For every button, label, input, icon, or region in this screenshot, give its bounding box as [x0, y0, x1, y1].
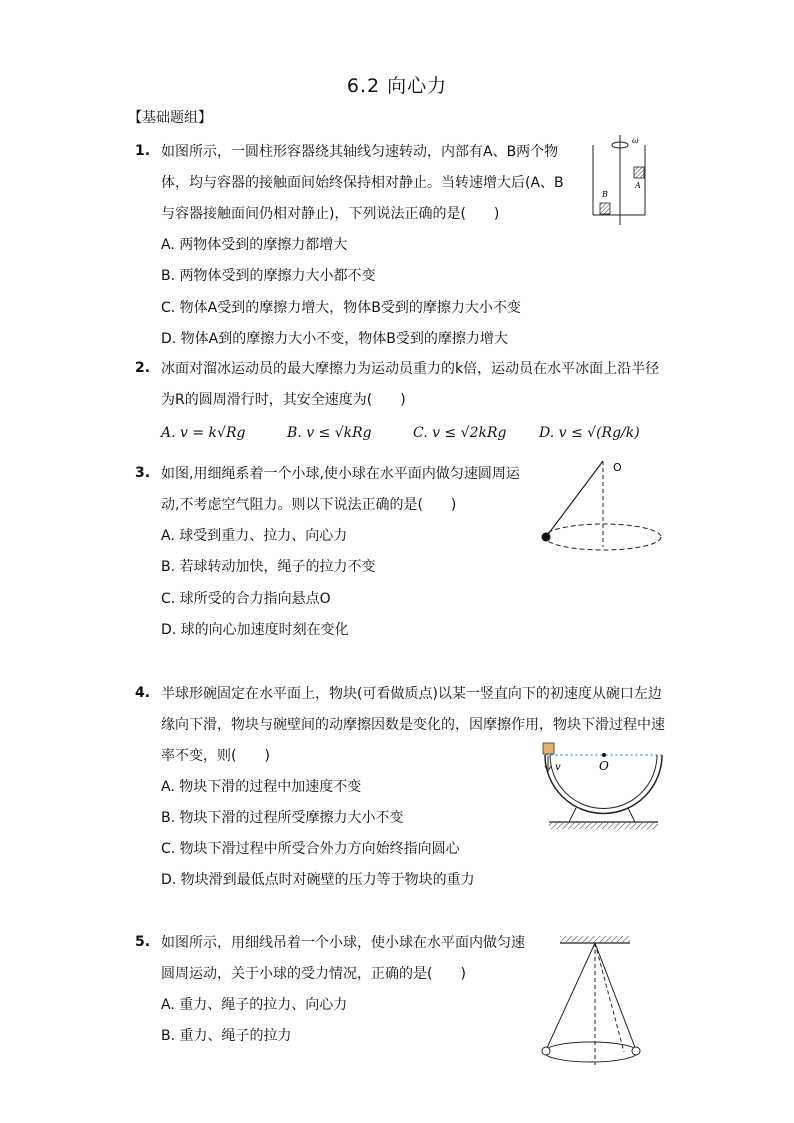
option-b: B. 若球转动加快，绳子的拉力不变 — [161, 559, 376, 575]
question-number: 3. — [135, 465, 151, 481]
option-a: A. v = k√Rg — [161, 425, 246, 441]
question-text-line: 如图所示，用细线吊着一个小球，使小球在水平面内做匀速 — [161, 935, 525, 951]
label-omega: ω — [632, 136, 639, 145]
question-text-line: 为R的圆周滑行时，其安全速度为( ) — [161, 392, 406, 408]
option-a: A. 重力、绳子的拉力、向心力 — [161, 997, 348, 1013]
question-number: 1. — [135, 143, 151, 159]
question-number: 5. — [135, 934, 151, 950]
option-c: C. 物块下滑过程中所受合外力方向始终指向圆心 — [161, 841, 460, 857]
question-text-line: 与容器接触面间仍相对静止)，下列说法正确的是( ) — [161, 206, 500, 222]
section-heading: 【基础题组】 — [128, 110, 212, 126]
question-text-line: 率不变，则( ) — [161, 748, 270, 764]
label-v: v — [555, 762, 561, 773]
option-b: B. v ≤ √kRg — [287, 425, 372, 441]
question-text-line: 半球形碗固定在水平面上，物块(可看做质点)以某一竖直向下的初速度从碗口左边 — [161, 686, 662, 702]
question-text-line: 冰面对溜冰运动员的最大摩擦力为运动员重力的k倍，运动员在水平冰面上沿半径 — [161, 361, 660, 377]
label-o: O — [599, 759, 609, 773]
option-d: D. 物块滑到最低点时对碗壁的压力等于物块的重力 — [161, 872, 475, 888]
option-b: B. 物块下滑的过程所受摩擦力大小不变 — [161, 810, 404, 826]
label-a: A — [635, 181, 641, 190]
question-text-line: 动,不考虑空气阻力。则以下说法正确的是( ) — [161, 497, 457, 513]
question-number: 2. — [135, 360, 151, 376]
hemispherical-bowl-figure — [540, 738, 670, 838]
conical-pendulum-figure — [535, 455, 675, 555]
question-text-line: 缘向下滑，物块与碗壁间的动摩擦因数是变化的，因摩擦作用，物块下滑过程中速 — [161, 717, 665, 733]
option-d: D. 物体A到的摩擦力大小不变，物体B受到的摩擦力增大 — [161, 331, 508, 347]
option-a: A. 两物体受到的摩擦力都增大 — [161, 237, 348, 253]
question-text-line: 如图所示，一圆柱形容器绕其轴线匀速转动，内部有A、B两个物 — [161, 144, 559, 160]
option-a: A. 球受到重力、拉力、向心力 — [161, 528, 348, 544]
rotating-cylinder-figure — [585, 135, 660, 227]
label-b: B — [602, 190, 608, 199]
question-text-line: 如图,用细绳系着一个小球,使小球在水平面内做匀速圆周运 — [161, 466, 520, 482]
option-b: B. 重力、绳子的拉力 — [161, 1028, 292, 1044]
option-a: A. 物块下滑的过程中加速度不变 — [161, 779, 362, 795]
option-d: D. 球的向心加速度时刻在变化 — [161, 622, 349, 638]
page-title: 6.2 向心力 — [346, 75, 448, 97]
option-c: C. 物体A受到的摩擦力增大，物体B受到的摩擦力大小不变 — [161, 300, 521, 316]
suspended-ball-figure — [538, 930, 653, 1070]
option-c: C. v ≤ √2kRg — [413, 425, 507, 441]
option-d: D. v ≤ √(Rg/k) — [539, 425, 640, 441]
question-text-line: 圆周运动，关于小球的受力情况，正确的是( ) — [161, 966, 466, 982]
option-c: C. 球所受的合力指向悬点O — [161, 591, 331, 607]
question-number: 4. — [135, 685, 151, 701]
option-b: B. 两物体受到的摩擦力大小都不变 — [161, 268, 376, 284]
question-text-line: 体，均与容器的接触面间始终保持相对静止。当转速增大后(A、B — [161, 175, 564, 191]
label-o: O — [613, 461, 622, 474]
